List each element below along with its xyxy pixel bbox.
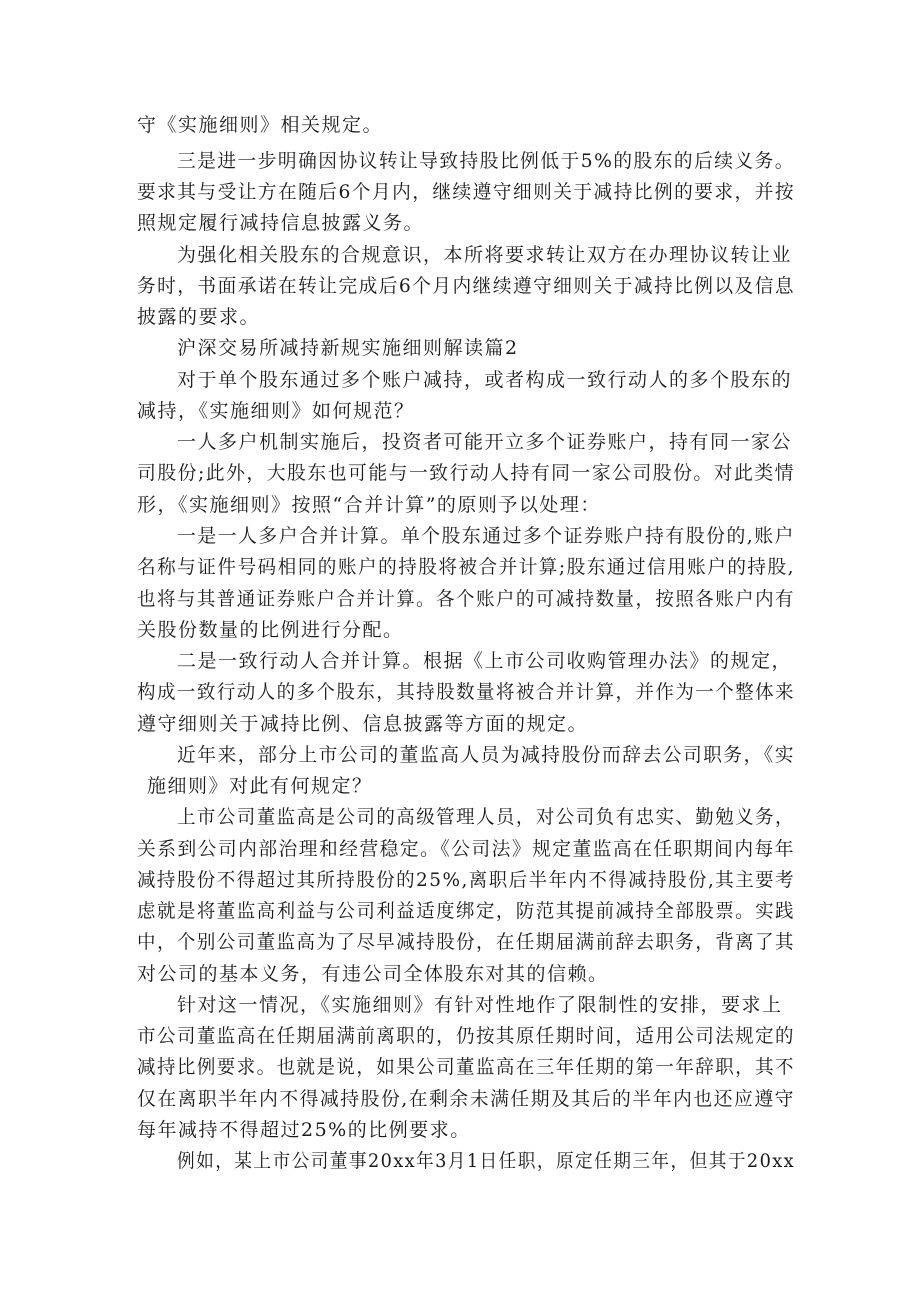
text-line: 每年减持不得超过25%的比例要求。 (137, 1119, 471, 1141)
text-line: 守《实施细则》相关规定。 (137, 114, 384, 136)
text-line: 减持比例要求。也就是说，如果公司董监高在三年任期的第一年辞职，其不 (137, 1056, 795, 1078)
section-heading: 沪深交易所减持新规实施细则解读篇2 (177, 337, 519, 359)
text-line: 形，《实施细则》按照“合并计算”的原则予以处理： (137, 494, 601, 516)
paragraph-start-line: 三是进一步明确因协议转让导致持股比例低于5%的股东的后续义务。 (177, 150, 795, 172)
paragraph-start-line: 一是一人多户合并计算。单个股东通过多个证券账户持有股份的,账户 (177, 525, 795, 547)
paragraph-start-line: 二是一致行动人合并计算。根据《上市公司收购管理办法》的规定， (177, 650, 793, 672)
text-line: 关系到公司内部治理和经营稳定。《公司法》规定董监高在任职期间内每年 (137, 838, 795, 860)
paragraph-start-line: 上市公司董监高是公司的高级管理人员，对公司负有忠实、勤勉义务， (177, 806, 795, 828)
text-line: 施细则》对此有何规定？ (147, 775, 373, 797)
text-line: 也将与其普通证券账户合并计算。各个账户的可减持数量，按照各账户内有 (137, 588, 795, 610)
text-line: 减持股份不得超过其所持股份的25%,离职后半年内不得减持股份,其主要考 (137, 869, 795, 891)
text-line: 对公司的基本义务，有违公司全体股东对其的信赖。 (137, 963, 609, 985)
paragraph-start-line: 针对这一情况，《实施细则》有针对性地作了限制性的安排，要求上 (177, 994, 783, 1016)
text-line: 仅在离职半年内不得减持股份,在剩余未满任期及其后的半年内也还应遵守 (137, 1088, 795, 1110)
text-line: 要求其与受让方在随后6个月内，继续遵守细则关于减持比例的要求，并按 (137, 181, 795, 203)
text-line: 照规定履行减持信息披露义务。 (137, 212, 425, 234)
text-line: 务时，书面承诺在转让完成后6个月内继续遵守细则关于减持比例以及信息 (137, 275, 795, 297)
text-line: 市公司董监高在任期届满前离职的，仍按其原任期时间，适用公司法规定的 (137, 1025, 795, 1047)
text-line: 中，个别公司董监高为了尽早减持股份，在任期届满前辞去职务，背离了其 (137, 931, 795, 953)
text-line: 虑就是将董监高利益与公司利益适度绑定，防范其提前减持全部股票。实践 (137, 900, 795, 922)
paragraph-start-line: 对于单个股东通过多个账户减持，或者构成一致行动人的多个股东的 (177, 369, 793, 391)
text-line: 减持，《实施细则》如何规范？ (137, 400, 415, 422)
paragraph-start-line: 一人多户机制实施后，投资者可能开立多个证券账户，持有同一家公 (177, 431, 793, 453)
text-line: 司股份;此外，大股东也可能与一致行动人持有同一家公司股份。对此类情 (137, 462, 795, 484)
text-line: 名称与证件号码相同的账户的持股将被合并计算;股东通过信用账户的持股, (137, 556, 795, 578)
text-line: 披露的要求。 (137, 306, 261, 328)
paragraph-start-line: 为强化相关股东的合规意识，本所将要求转让双方在办理协议转让业 (177, 244, 793, 266)
text-line: 构成一致行动人的多个股东，其持股数量将被合并计算，并作为一个整体来 (137, 681, 795, 703)
paragraph-start-line: 例如，某上市公司董事20xx年3月1日任职，原定任期三年，但其于20xx (177, 1150, 795, 1172)
text-line: 遵守细则关于减持比例、信息披露等方面的规定。 (137, 713, 589, 735)
text-line: 关股份数量的比例进行分配。 (137, 619, 404, 641)
paragraph-start-line: 近年来，部分上市公司的董监高人员为减持股份而辞去公司职务，《实 (177, 744, 795, 766)
